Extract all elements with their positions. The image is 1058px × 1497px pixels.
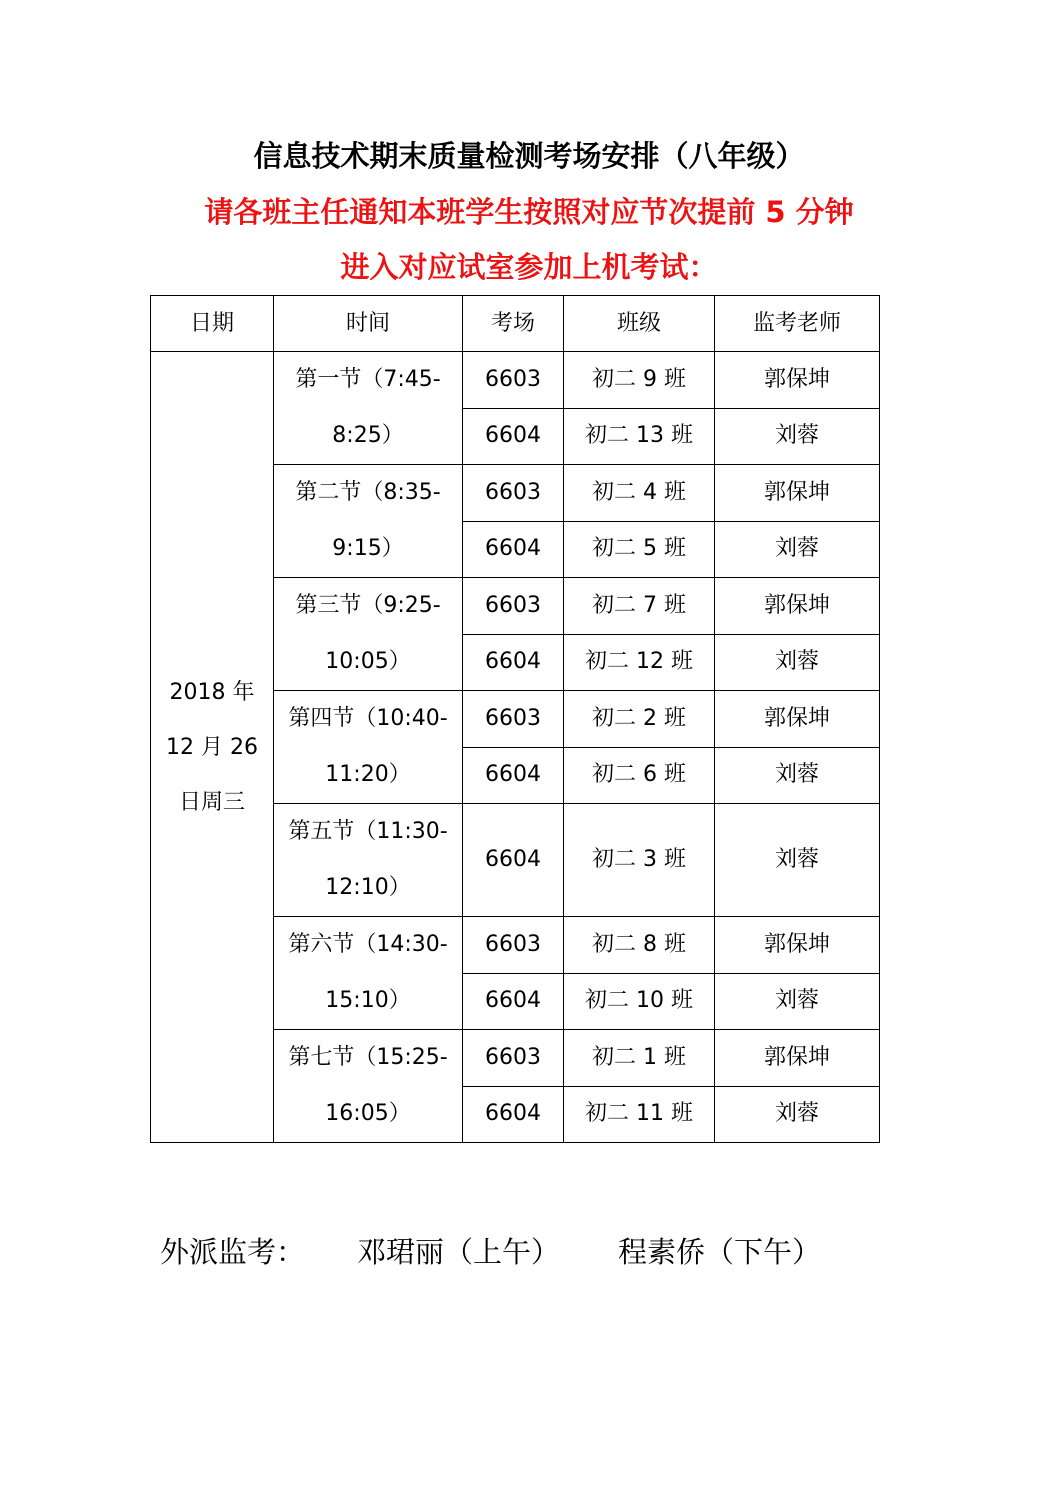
session-time-end: 16:05） [325, 1101, 411, 1126]
header-date: 日期 [151, 296, 274, 352]
proctor-afternoon: 程素侨（下午） [618, 1235, 822, 1269]
proctor-label: 外派监考： [160, 1235, 306, 1269]
date-line-2: 12 月 26 [166, 734, 258, 760]
teacher-cell: 刘蓉 [715, 634, 880, 691]
session-time-start: 第二节（8:35- [295, 480, 441, 505]
teacher-cell: 郭保坤 [715, 465, 880, 522]
header-teacher: 监考老师 [715, 296, 880, 352]
class-cell: 初二 8 班 [564, 917, 715, 974]
session-time-end: 11:20） [325, 762, 411, 787]
date-line-3: 日周三 [178, 789, 245, 815]
notice-line-1: 请各班主任通知本班学生按照对应节次提前 5 分钟 [204, 195, 854, 229]
teacher-cell: 郭保坤 [715, 578, 880, 635]
teacher-cell: 刘蓉 [715, 747, 880, 804]
external-proctor-line [160, 1230, 821, 1274]
session-time-cell [274, 804, 463, 917]
session-time-start: 第七节（15:25- [288, 1045, 448, 1070]
room-cell: 6603 [463, 352, 564, 409]
teacher-cell: 刘蓉 [715, 521, 880, 578]
date-line-1: 2018 年 [169, 679, 255, 705]
class-cell: 初二 10 班 [564, 973, 715, 1030]
table-header-row [151, 296, 880, 352]
proctor-morning: 邓珺丽（上午） [357, 1235, 561, 1269]
session-time-cell [274, 465, 463, 578]
teacher-cell: 刘蓉 [715, 973, 880, 1030]
session-time-cell [274, 352, 463, 465]
page-title: 信息技术期末质量检测考场安排（八年级） [253, 139, 805, 173]
teacher-cell: 郭保坤 [715, 352, 880, 409]
class-cell: 初二 12 班 [564, 634, 715, 691]
room-cell: 6603 [463, 1030, 564, 1087]
class-cell: 初二 7 班 [564, 578, 715, 635]
session-time-end: 9:15） [332, 536, 404, 561]
room-cell: 6603 [463, 691, 564, 748]
date-cell [151, 352, 274, 1143]
room-cell: 6604 [463, 1086, 564, 1143]
table-row [151, 352, 880, 409]
room-cell: 6603 [463, 465, 564, 522]
session-time-end: 8:25） [332, 423, 404, 448]
session-time-cell [274, 691, 463, 804]
session-time-cell [274, 578, 463, 691]
room-cell: 6603 [463, 578, 564, 635]
room-cell: 6603 [463, 917, 564, 974]
header-time: 时间 [274, 296, 463, 352]
session-time-start: 第五节（11:30- [288, 819, 448, 844]
exam-schedule-table [150, 295, 880, 1143]
notice-line-2: 进入对应试室参加上机考试： [340, 250, 718, 284]
header-class: 班级 [564, 296, 715, 352]
session-time-end: 12:10） [325, 875, 411, 900]
teacher-cell: 郭保坤 [715, 917, 880, 974]
session-time-cell [274, 1030, 463, 1143]
teacher-cell: 刘蓉 [715, 804, 880, 917]
session-time-end: 15:10） [325, 988, 411, 1013]
teacher-cell: 郭保坤 [715, 691, 880, 748]
class-cell: 初二 1 班 [564, 1030, 715, 1087]
room-cell: 6604 [463, 634, 564, 691]
teacher-cell: 刘蓉 [715, 408, 880, 465]
class-cell: 初二 6 班 [564, 747, 715, 804]
room-cell: 6604 [463, 521, 564, 578]
room-cell: 6604 [463, 804, 564, 917]
session-time-end: 10:05） [325, 649, 411, 674]
session-time-start: 第三节（9:25- [295, 593, 441, 618]
room-cell: 6604 [463, 747, 564, 804]
room-cell: 6604 [463, 973, 564, 1030]
class-cell: 初二 13 班 [564, 408, 715, 465]
session-time-cell [274, 917, 463, 1030]
class-cell: 初二 4 班 [564, 465, 715, 522]
class-cell: 初二 11 班 [564, 1086, 715, 1143]
room-cell: 6604 [463, 408, 564, 465]
session-time-start: 第六节（14:30- [288, 932, 448, 957]
session-time-start: 第四节（10:40- [288, 706, 448, 731]
class-cell: 初二 9 班 [564, 352, 715, 409]
teacher-cell: 郭保坤 [715, 1030, 880, 1087]
teacher-cell: 刘蓉 [715, 1086, 880, 1143]
header-room: 考场 [463, 296, 564, 352]
class-cell: 初二 5 班 [564, 521, 715, 578]
class-cell: 初二 2 班 [564, 691, 715, 748]
session-time-start: 第一节（7:45- [295, 367, 441, 392]
class-cell: 初二 3 班 [564, 804, 715, 917]
